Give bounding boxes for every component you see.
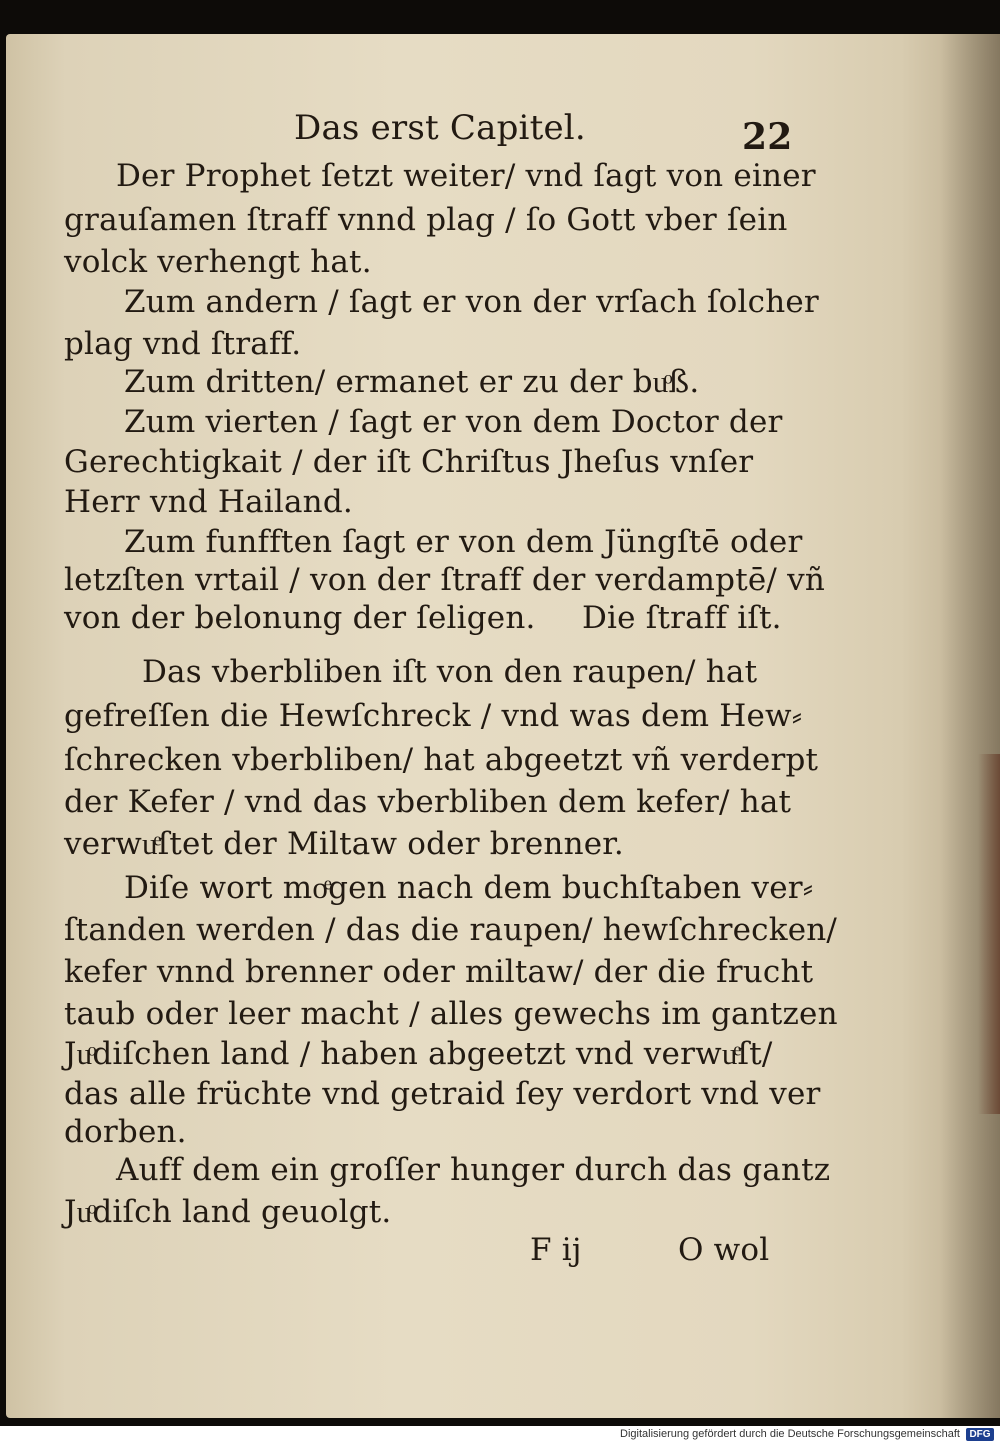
text-line: gefreſſen die Hewſchreck / vnd was dem Hew⸗ <box>64 698 803 734</box>
text-line: taub oder leer macht / alles gewechs im gantzen <box>64 996 838 1032</box>
text-line: plag vnd ſtraff. <box>64 326 302 362</box>
text-line: Das vberbliben iſt von den raupen/ hat <box>142 654 758 690</box>
text-line: kefer vnnd brenner oder miltaw/ der die frucht <box>64 954 814 990</box>
text-line: Der Prophet ſetzt weiter/ vnd ſagt von einer <box>116 158 816 194</box>
text-line: Juͦdiſch land geuolgt. <box>64 1194 392 1230</box>
page-edge-stain <box>978 754 1000 1114</box>
text-line: von der belonung der ſeligen. <box>64 600 536 636</box>
text-line: Zum andern / ſagt er von der vrſach ſolcher <box>124 284 819 320</box>
catchword: O wol <box>678 1232 770 1268</box>
text-line: ſchrecken vberbliben/ hat abgeetzt vñ verderpt <box>64 742 819 778</box>
text-line: Zum funfften ſagt er von dem Jüngſtē oder <box>124 524 803 560</box>
text-line: Zum dritten/ ermanet er zu der buͦß. <box>124 364 700 400</box>
text-line: letzſten vrtail / von der ſtraff der verdamptē/ vñ <box>64 562 825 598</box>
text-line: der Kefer / vnd das vberbliben dem kefer/ hat <box>64 784 792 820</box>
page-number: 22 <box>742 116 793 158</box>
text-line: Zum vierten / ſagt er von dem Doctor der <box>124 404 783 440</box>
text-line: Herr vnd Hailand. <box>64 484 353 520</box>
text-line: grauſamen ſtraff vnnd plag / ſo Gott vber ſein <box>64 202 788 238</box>
text-line: Juͦdiſchen land / haben abgeetzt vnd verwuͤſt/ <box>64 1036 773 1072</box>
signature-mark: F ij <box>530 1232 582 1268</box>
text-line: verwuͤſtet der Miltaw oder brenner. <box>64 826 624 862</box>
text-line: ſtanden werden / das die raupen/ hewſchrecken/ <box>64 912 838 948</box>
funding-credit: Digitalisierung gefördert durch die Deutsche Forschungsgemeinschaft <box>620 1428 960 1440</box>
text-line: das alle früchte vnd getraid ſey verdort vnd ver <box>64 1076 821 1112</box>
running-heading: Das erst Capitel. <box>294 108 586 148</box>
text-line: Die ſtraff iſt. <box>582 600 782 636</box>
text-line: Auff dem ein groſſer hunger durch das gantz <box>116 1152 831 1188</box>
text-line: Diſe wort moͤgen nach dem buchſtaben ver⸗ <box>124 870 814 906</box>
text-line: dorben. <box>64 1114 187 1150</box>
text-line: Gerechtigkait / der iſt Chriſtus Jheſus vnſer <box>64 444 754 480</box>
text-line: volck verhengt hat. <box>64 244 372 280</box>
dfg-logo: DFG <box>966 1428 994 1441</box>
